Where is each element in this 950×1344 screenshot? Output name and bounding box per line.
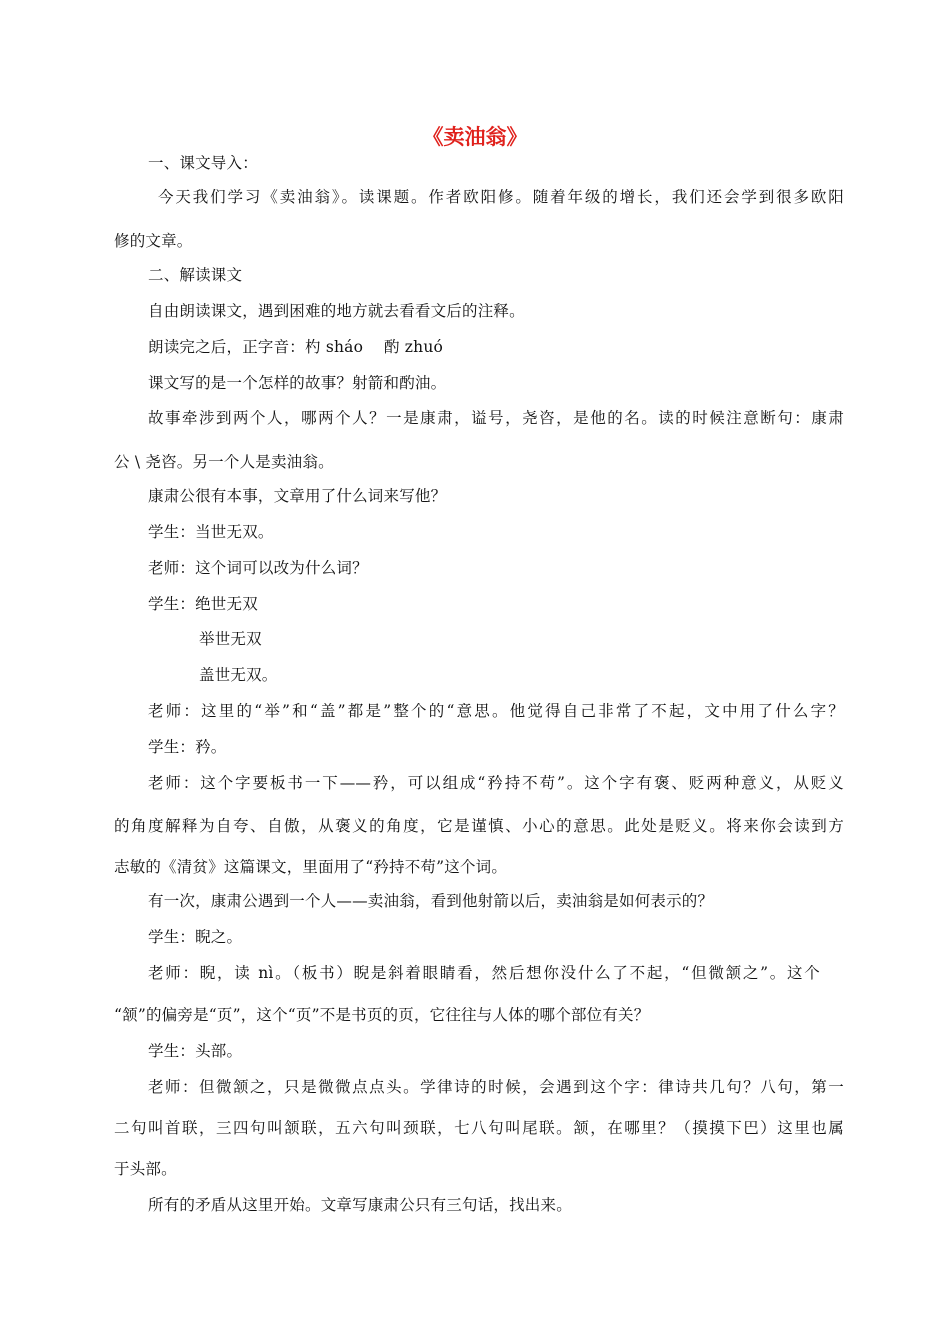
dialogue-line: “颔”的偏旁是“页”，这个“页”不是书页的页，它往往与人体的哪个部位有关？ [114, 1006, 650, 1024]
paragraph-line: 修的文章。 [114, 232, 193, 250]
dialogue-line: 盖世无双。 [199, 666, 278, 684]
section-heading-reading: 二、解读课文 [148, 266, 243, 284]
dialogue-line: 学生：头部。 [148, 1042, 243, 1060]
dialogue-line: 的角度解释为自夸、自傲，从褒义的角度，它是谨慎、小心的意思。此处是贬义。将来你会读到方 [114, 817, 844, 835]
paragraph-line: 故事牵涉到两个人，哪两个人？一是康肃，谥号，尧咨，是他的名。读的时候注意断句：康肃 [148, 409, 844, 427]
dialogue-line: 学生：当世无双。 [148, 523, 274, 541]
dialogue-line: 学生：睨之。 [148, 928, 243, 946]
section-heading-intro: 一、课文导入： [148, 154, 258, 172]
paragraph-line: 朗读完之后，正字音：杓 sháo 酌 zhuó [148, 338, 444, 356]
dialogue-line: 老师：睨，读 nì。（板书）睨是斜着眼睛看，然后想你没什么了不起，“但微颔之”。这个 [148, 964, 820, 982]
dialogue-line: 老师：但微颔之，只是微微点点头。学律诗的时候，会遇到这个字：律诗共几句？八句，第一 [148, 1078, 844, 1096]
paragraph-line: 有一次，康肃公遇到一个人——卖油翁，看到他射箭以后，卖油翁是如何表示的？ [148, 892, 714, 910]
dialogue-line: 老师：这个词可以改为什么词？ [148, 559, 368, 577]
paragraph-line: 自由朗读课文，遇到困难的地方就去看看文后的注释。 [148, 302, 525, 320]
dialogue-line: 学生：绝世无双 [148, 595, 258, 613]
dialogue-line: 举世无双 [199, 630, 262, 648]
paragraph-line: 公 \ 尧咨。另一个人是卖油翁。 [114, 453, 334, 471]
dialogue-line: 二句叫首联，三四句叫颔联，五六句叫颈联，七八句叫尾联。颔，在哪里？（摸摸下巴）这里也属 [114, 1119, 844, 1137]
dialogue-line: 志敏的《清贫》这篇课文，里面用了“矜持不苟”这个词。 [114, 858, 508, 876]
dialogue-line: 于头部。 [114, 1160, 177, 1178]
dialogue-line: 老师：这个字要板书一下——矜，可以组成“矜持不苟”。这个字有褒、贬两种意义，从贬义 [148, 774, 844, 792]
dialogue-line: 学生：矜。 [148, 738, 227, 756]
paragraph-line: 所有的矛盾从这里开始。文章写康肃公只有三句话，找出来。 [148, 1196, 572, 1214]
paragraph-line: 今天我们学习《卖油翁》。读课题。作者欧阳修。随着年级的增长，我们还会学到很多欧阳 [158, 188, 844, 206]
document-title: 《卖油翁》 [422, 125, 528, 149]
paragraph-line: 课文写的是一个怎样的故事？射箭和酌油。 [148, 374, 447, 392]
dialogue-line: 老师：这里的“举”和“盖”都是”整个的“意思。他觉得自己非常了不起，文中用了什么字？ [148, 702, 844, 720]
paragraph-line: 康肃公很有本事，文章用了什么词来写他？ [148, 487, 447, 505]
